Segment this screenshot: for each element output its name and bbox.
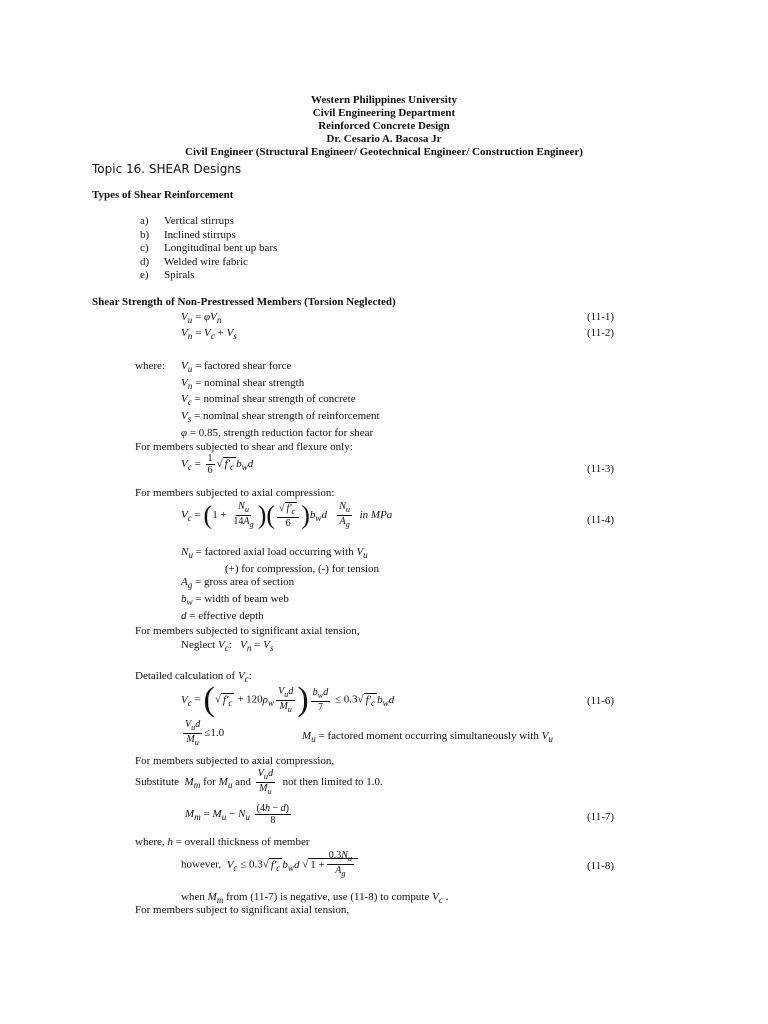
definition-vc: $V_c$ = nominal shear strength of concrete bbox=[181, 393, 356, 408]
types-list bbox=[140, 215, 277, 283]
list-item: d) Welded wire fabric bbox=[140, 255, 249, 268]
equation-11-3: $V_c$ = $\frac{1}{6}$ √ $f'_c$ $b_wd$ bbox=[181, 453, 254, 476]
equation-11-4: $V_c = (1$ + $\frac{N_u}{14A_g}$ )( $\frac{√ f'_c}{6}$ )$b_wd$ $\frac{N_u}{A_g}$ in MPa bbox=[181, 500, 393, 530]
equation-11-2: $V_n = V_c + V_s$ bbox=[181, 327, 237, 342]
substitute-text: Substitute $M_m$ for $M_u$ and $\frac{V_ud}{M_u}$ not then limited to 1.0. bbox=[135, 768, 383, 796]
where-label: where: bbox=[135, 360, 165, 372]
definition-ag: $A_g$ = gross area of section bbox=[181, 576, 295, 591]
instructor-credentials: Civil Engineer (Structural Engineer/ Geotechnical Engineer/ Construction Engineer) bbox=[185, 146, 583, 158]
detailed-calc-text: Detailed calculation of $V_c$: bbox=[135, 670, 252, 685]
when-mm-negative: when $M_m$ from (11-7) is negative, use (11-8) to compute $V_c$ . bbox=[181, 891, 449, 906]
equation-number: (11-8) bbox=[587, 860, 615, 872]
axial-compression-text: For members subjected to axial compression: bbox=[135, 487, 335, 499]
vud-mu-limit: $\frac{V_ud}{M_u}$ ≤1.0 bbox=[185, 719, 225, 747]
definition-vu: $V_u$ = factored shear force bbox=[181, 360, 292, 375]
equation-number: (11-2) bbox=[587, 327, 615, 339]
equation-number: (11-1) bbox=[587, 311, 615, 323]
university-name: Western Philippines University bbox=[310, 94, 458, 106]
definition-bw: $b_w$ = width of beam web bbox=[181, 592, 289, 608]
equation-11-8: however, $V_c \le 0.3√$ $f'_c$ $b_wd$ √ 1 + $\frac{0.3N_u}{A_g}$ bbox=[181, 850, 358, 879]
list-item: c) Longitudinal bent up bars bbox=[140, 242, 278, 254]
list-item: a) Vertical stirrups bbox=[140, 215, 234, 227]
strength-heading: Shear Strength of Non-Prestressed Members (Torsion Neglected) bbox=[92, 296, 396, 308]
shear-flexure-text: For members subjected to shear and flexure only: bbox=[135, 441, 353, 453]
definition-mu: $M_u$ = factored moment occurring simultaneously with $V_u$ bbox=[302, 730, 553, 745]
equation-11-1: $V_u = \varphi V_n$ bbox=[181, 311, 222, 326]
axial-definitions bbox=[181, 546, 379, 623]
list-item: b) Inclined stirrups bbox=[140, 228, 236, 241]
instructor-name: Dr. Cesario A. Bacosa Jr bbox=[326, 133, 442, 145]
axial-compression-text-2: For members subjected to axial compression, bbox=[135, 755, 335, 767]
definition-nu: $N_u$ = factored axial load occurring with $V_u$ bbox=[181, 546, 368, 561]
significant-tension-text-2: For members subject to significant axial tension, bbox=[135, 904, 350, 916]
h-definition: where, h = overall thickness of member bbox=[135, 836, 310, 848]
neglect-vc: Neglect $V_c$: $V_n = V_s$ bbox=[181, 639, 274, 654]
significant-tension-text: For members subjected to significant axial tension, bbox=[135, 625, 360, 637]
types-heading: Types of Shear Reinforcement bbox=[92, 189, 234, 201]
definition-sign: (+) for compression, (-) for tension bbox=[225, 562, 380, 575]
units-label: in MPa bbox=[359, 509, 393, 522]
definition-vs: $V_s$ = nominal shear strength of reinforcement bbox=[181, 410, 380, 425]
topic-title: Topic 16. SHEAR Designs bbox=[92, 162, 242, 176]
equation-number: (11-6) bbox=[587, 695, 615, 707]
equation-11-7: $M_m = M_u - N_u$ $\frac{(4h - d)}{8}$ bbox=[185, 803, 289, 826]
department-name: Civil Engineering Department bbox=[312, 107, 456, 119]
course-name: Reinforced Concrete Design bbox=[318, 120, 450, 132]
equation-11-6: $V_c$ = (√ $f'_c + 120\rho_w$ $\frac{V_ud}{M_u}$ ) $\frac{b_wd}{7}$ ≤ 0.3√ $f'_c$ $b_wd$ bbox=[181, 681, 395, 718]
definition-vn: $V_n$ = nominal shear strength bbox=[181, 376, 305, 391]
equation-number: (11-4) bbox=[587, 514, 615, 526]
where-definitions bbox=[181, 360, 380, 440]
list-item: e) Spirals bbox=[140, 269, 195, 281]
definition-phi: φ = 0.85, strength reduction factor for shear bbox=[181, 426, 374, 439]
equation-number: (11-3) bbox=[587, 463, 615, 475]
equation-number: (11-7) bbox=[587, 811, 615, 823]
definition-d: d = effective depth bbox=[181, 609, 264, 622]
